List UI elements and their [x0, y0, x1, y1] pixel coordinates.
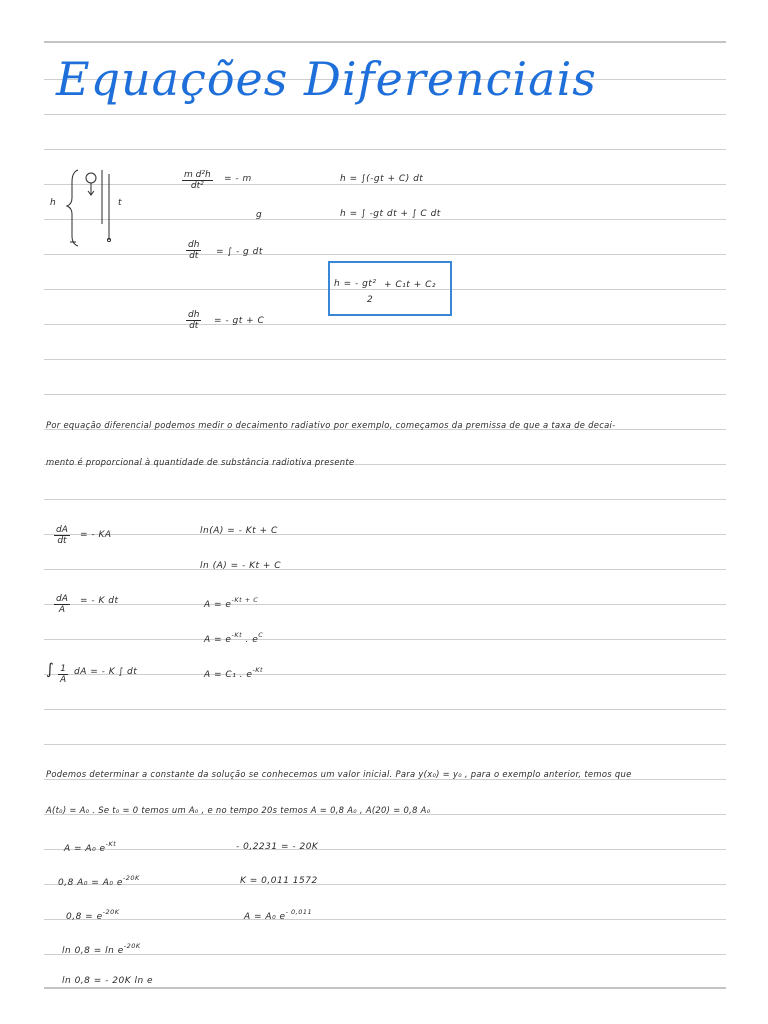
decay-result-4-exponent-2: C [258, 631, 264, 639]
solution-result-2: K = 0,011 1572 [240, 876, 318, 886]
ruled-line [44, 919, 726, 920]
solution-step-1-exponent: -Kt [105, 840, 117, 848]
decay-result-4-base: A = e [204, 635, 232, 645]
fall-eq3-fraction [186, 310, 201, 331]
fall-eq1-numerator: m d²h [184, 170, 211, 180]
ruled-line [44, 709, 726, 710]
ruled-line [44, 114, 726, 115]
fall-eq3-denominator: dt [189, 321, 199, 331]
decay-l2-denominator: A [58, 605, 66, 615]
decay-l1-denominator: dt [57, 536, 67, 546]
solution-result-3-base: A = A₀ e [244, 912, 286, 922]
decay-result-5-base: A = C₁ . e [204, 670, 253, 680]
ruled-line [44, 779, 726, 780]
solution-step-2-exponent: -20K [122, 874, 140, 882]
fall-eq1-denominator: dt² [190, 181, 204, 191]
ruled-line [44, 639, 726, 640]
paragraph-1-line-2: mento é proporcional à quantidade de substância radiotiva presente [46, 457, 355, 467]
fall-result-2: h = ∫ -gt dt + ∫ C dt [340, 209, 441, 219]
decay-l2-fraction [54, 594, 70, 615]
solution-step-2 [58, 874, 140, 888]
paragraph-1-line-1: Por equação diferencial podemos medir o decaimento radiativo por exemplo, começamos da premissa de que a taxa de decai- [46, 420, 616, 430]
ruled-line [44, 954, 726, 955]
page-bottom-rule [44, 987, 726, 989]
ruled-line [44, 604, 726, 605]
solution-step-5: ln 0,8 = - 20K ln e [62, 976, 154, 986]
decay-l2-rhs: = - K dt [80, 596, 119, 606]
solution-step-4-base: ln 0,8 = ln e [62, 946, 124, 956]
ruled-line [44, 149, 726, 150]
ruled-line [44, 534, 726, 535]
decay-result-5-exponent: -Kt [252, 666, 264, 674]
solution-step-1-base: A = A₀ e [64, 844, 106, 854]
diagram-h-label: h [50, 198, 57, 208]
fall-result-1: h = ∫(-gt + C) dt [340, 174, 424, 184]
decay-l3-fraction [58, 664, 68, 685]
ruled-line [44, 324, 726, 325]
ruled-line [44, 849, 726, 850]
decay-l3-rhs: dA = - K ∫ dt [74, 667, 138, 677]
solution-step-4 [62, 942, 141, 956]
fall-eq2-numerator: dh [188, 240, 200, 250]
decay-l1-numerator: dA [56, 525, 68, 535]
decay-result-2: ln (A) = - Kt + C [200, 561, 282, 571]
decay-result-1: ln(A) = - Kt + C [200, 526, 278, 536]
boxed-denominator: 2 [367, 295, 374, 305]
ruled-line [44, 394, 726, 395]
solution-result-3-exponent: - 0,011 [285, 908, 313, 916]
decay-result-3-exponent: -Kt + C [231, 596, 259, 604]
decay-result-4 [204, 631, 263, 645]
decay-l1-rhs: = - KA [80, 530, 112, 540]
paragraph-2-line-1: Podemos determinar a constante da solução se conhecemos um valor inicial. Para y(x₀) = y₀ , para o exemplo anterior, temos que [46, 769, 632, 779]
decay-l3-denominator: A [60, 675, 67, 685]
decay-l3-numerator: 1 [58, 664, 68, 675]
falling-object-diagram [58, 166, 128, 250]
solution-result-3 [244, 908, 312, 922]
boxed-lhs: h = - gt² [334, 279, 377, 289]
ruled-line [44, 884, 726, 885]
solution-step-2-base: 0,8 A₀ = A₀ e [58, 878, 123, 888]
ruled-line [44, 499, 726, 500]
diagram-t-label: t [118, 198, 123, 208]
fall-eq1-rhs: = - m [224, 174, 252, 184]
decay-result-5 [204, 666, 263, 680]
decay-result-4-mid: . e [242, 635, 259, 645]
ruled-line [44, 674, 726, 675]
solution-step-3 [66, 908, 120, 922]
fall-eq2-rhs: = ∫ - g dt [216, 247, 263, 257]
paragraph-2-line-2: A(t₀) = A₀ . Se t₀ = 0 temos um A₀ , e no tempo 20s temos A = 0,8 A₀ , A(20) = 0,8 A₀ [46, 805, 431, 815]
ruled-line [44, 744, 726, 745]
ruled-line [44, 219, 726, 220]
fall-eq3-rhs: = - gt + C [214, 316, 265, 326]
ruled-line [44, 184, 726, 185]
ruled-line [44, 569, 726, 570]
decay-result-3 [204, 596, 258, 610]
fall-eq1-fraction [182, 170, 213, 191]
ruled-line [44, 359, 726, 360]
decay-result-3-base: A = e [204, 600, 232, 610]
solution-step-3-exponent: -20K [102, 908, 120, 916]
solution-result-1: - 0,2231 = - 20K [236, 842, 319, 852]
decay-l1-fraction [54, 525, 70, 546]
fall-eq2-fraction [186, 240, 201, 261]
fall-eq2-denominator: dt [189, 251, 199, 261]
solution-step-1 [64, 840, 116, 854]
decay-result-4-exponent-1: -Kt [231, 631, 243, 639]
boxed-rhs: + C₁t + C₂ [384, 280, 436, 290]
solution-step-3-base: 0,8 = e [66, 912, 103, 922]
ruled-line [44, 254, 726, 255]
page-title: Equações Diferenciais [56, 52, 597, 106]
solution-step-4-exponent: -20K [123, 942, 141, 950]
decay-l3-integral: ∫ [46, 660, 55, 678]
fall-eq3-numerator: dh [188, 310, 200, 320]
fall-eq1-g: g [256, 210, 263, 220]
page-top-rule [44, 41, 726, 43]
decay-l2-numerator: dA [56, 594, 68, 604]
